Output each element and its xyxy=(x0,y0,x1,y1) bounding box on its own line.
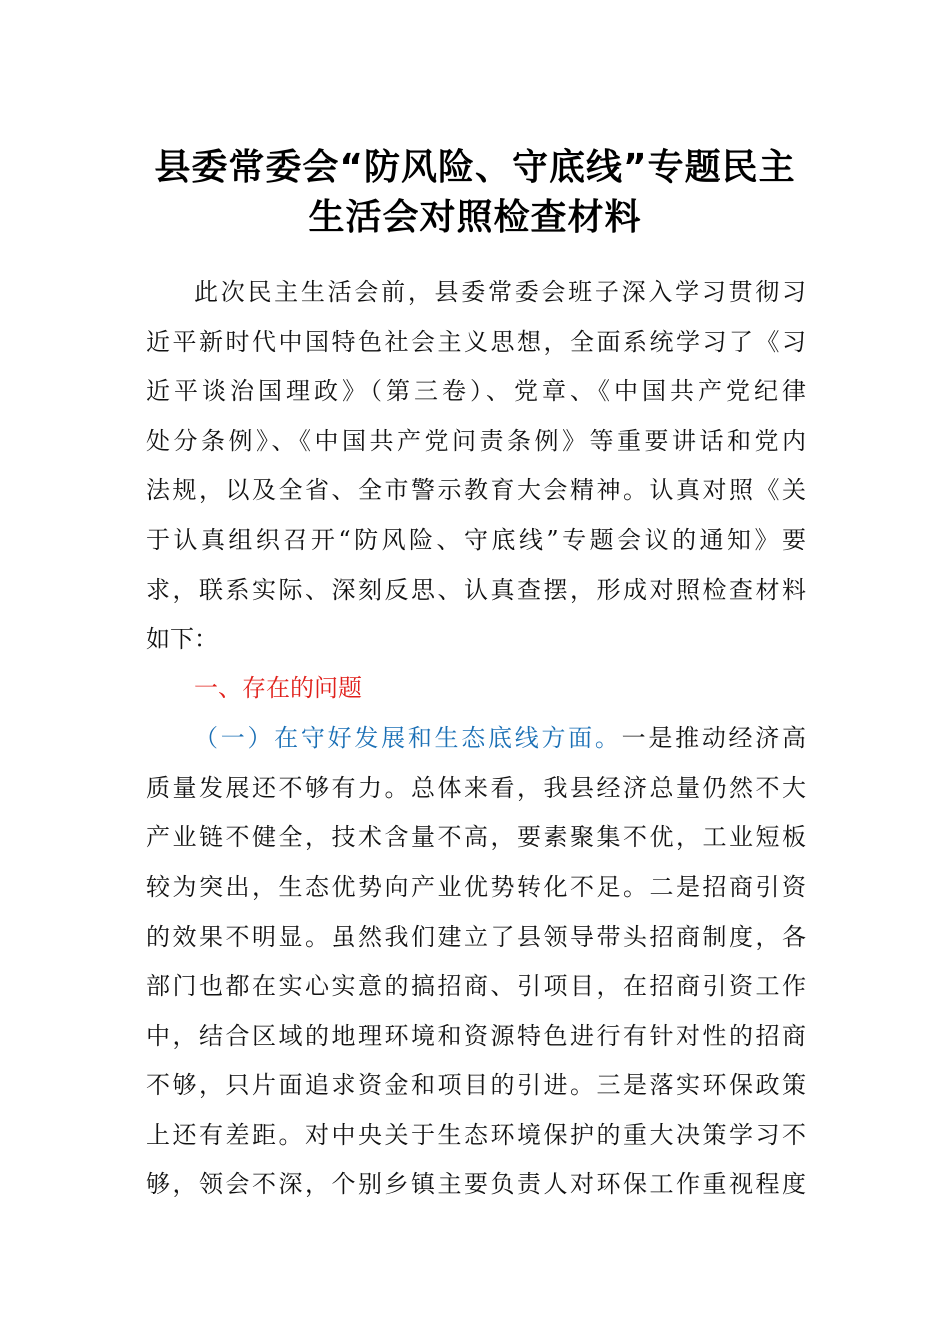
intro-line-5: 法规，以及全省、全市警示教育大会精神。认真对照《关 xyxy=(146,476,806,504)
intro-line-4: 处分条例》、《中国共产党问责条例》等重要讲话和党内 xyxy=(146,427,806,455)
subsection-1-line-7: 中，结合区域的地理环境和资源特色进行有针对性的招商 xyxy=(146,1022,806,1050)
subsection-1-line-3: 产业链不健全，技术含量不高，要素聚集不优，工业短板 xyxy=(146,823,806,851)
subsection-1-first-line xyxy=(194,722,806,754)
intro-line-2: 近平新时代中国特色社会主义思想，全面系统学习了《习 xyxy=(146,328,806,356)
section-heading-problems: 一、存在的问题 xyxy=(194,674,362,702)
subsection-1-line-4: 较为突出，生态优势向产业优势转化不足。二是招商引资 xyxy=(146,873,806,901)
subsection-1-first-line-rest: 一是推动经济高 xyxy=(621,724,807,752)
document-title-line-2: 生活会对照检查材料 xyxy=(308,197,642,238)
intro-line-8: 如下： xyxy=(146,625,218,653)
subsection-1-line-6: 部门也都在实心实意的搞招商、引项目，在招商引资工作 xyxy=(146,972,806,1000)
subsection-1-line-5: 的效果不明显。虽然我们建立了县领导带头招商制度，各 xyxy=(146,923,806,951)
document-title-line-1: 县委常委会“防风险、守底线”专题民主 xyxy=(154,147,796,188)
intro-line-3: 近平谈治国理政》（第三卷）、党章、《中国共产党纪律 xyxy=(146,377,806,405)
intro-line-7: 求，联系实际、深刻反思、认真查摆，形成对照检查材料 xyxy=(146,576,806,604)
subsection-1-title: （一）在守好发展和生态底线方面。 xyxy=(194,724,622,752)
intro-line-1: 此次民主生活会前，县委常委会班子深入学习贯彻习 xyxy=(194,278,806,306)
subsection-1-line-9: 上还有差距。对中央关于生态环境保护的重大决策学习不 xyxy=(146,1121,806,1149)
intro-line-6: 于认真组织召开“防风险、守底线”专题会议的通知》要 xyxy=(146,526,806,554)
subsection-1-line-10: 够，领会不深，个别乡镇主要负责人对环保工作重视程度 xyxy=(146,1170,806,1198)
subsection-1-line-2: 质量发展还不够有力。总体来看，我县经济总量仍然不大 xyxy=(146,774,806,802)
subsection-1-line-8: 不够，只片面追求资金和项目的引进。三是落实环保政策 xyxy=(146,1071,806,1099)
